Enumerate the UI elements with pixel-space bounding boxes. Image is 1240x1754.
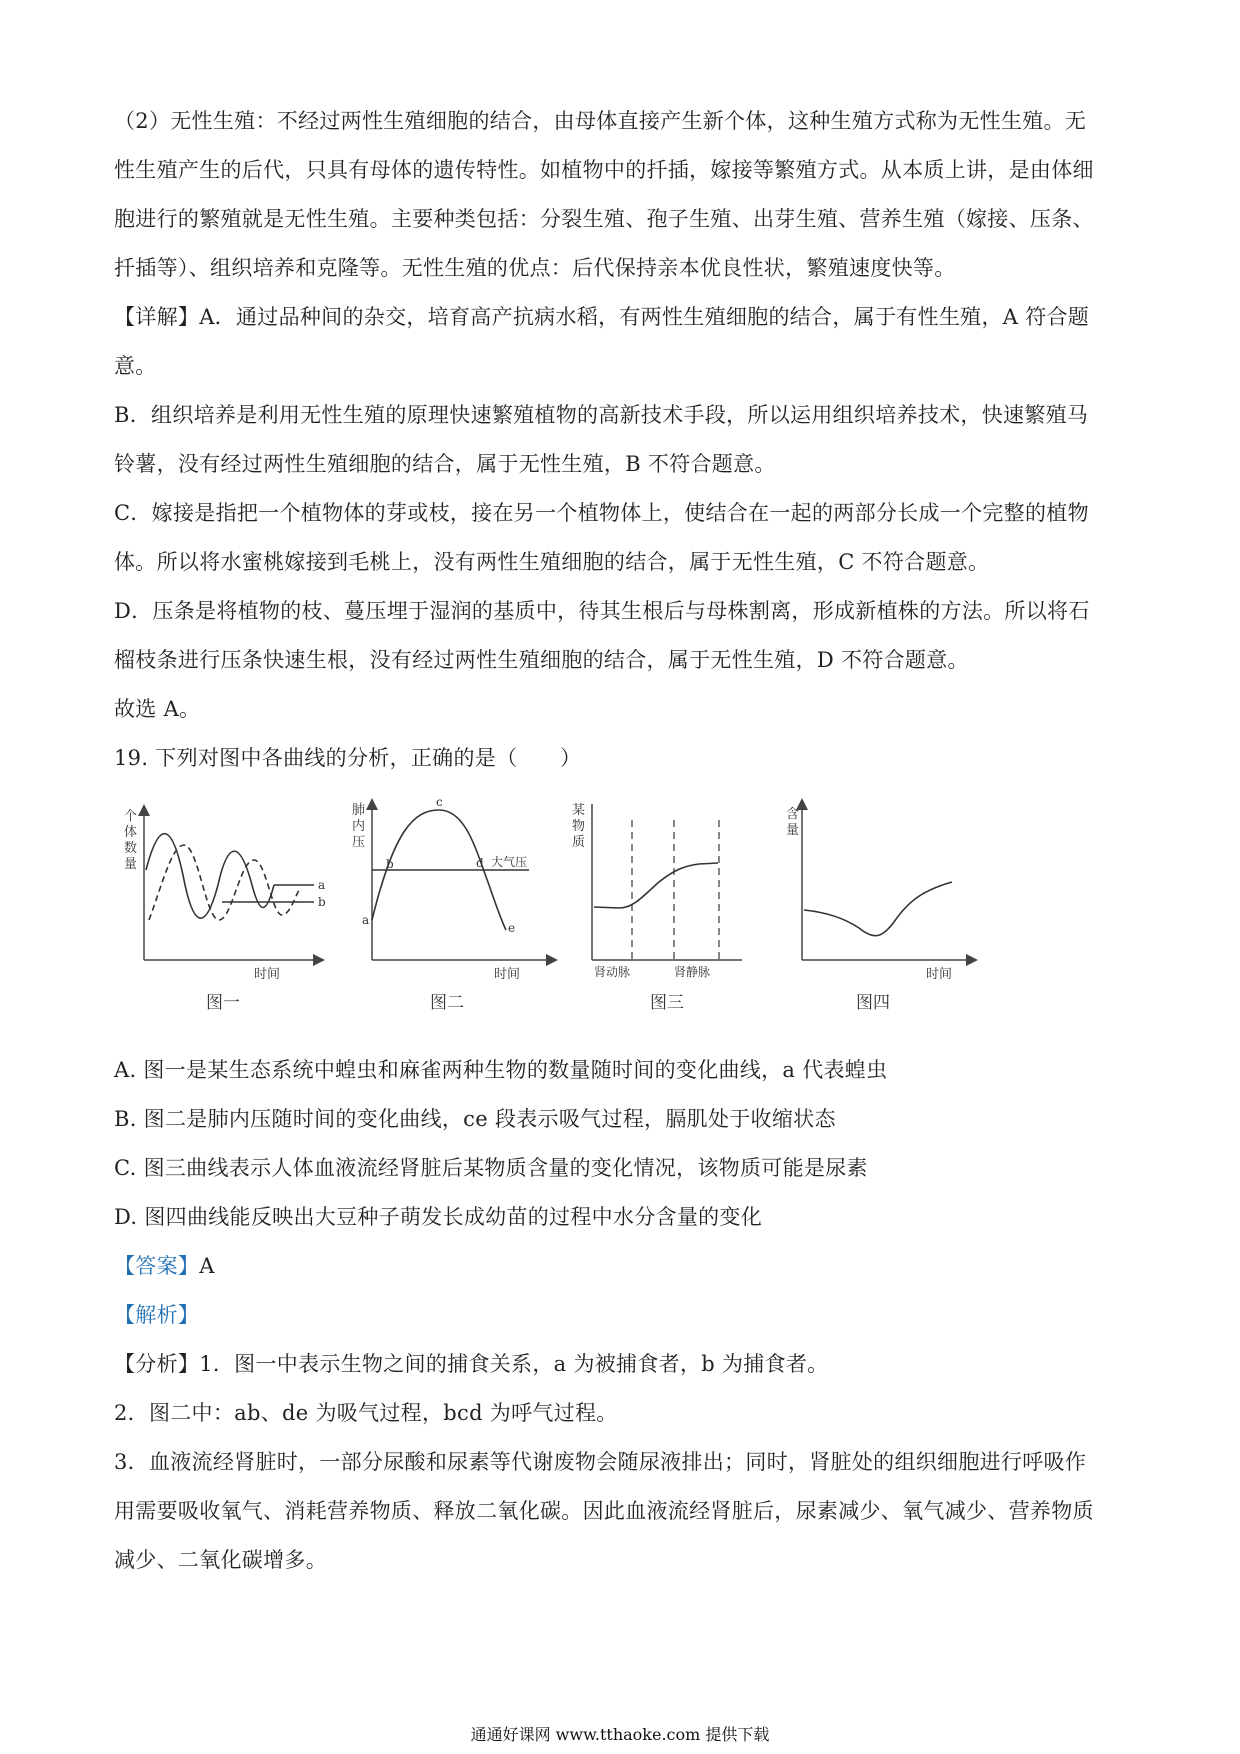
paragraph-line: 【详解】A．通过品种间的杂交，培育高产抗病水稻，有两性生殖细胞的结合，属于有性生殖，A 符合题 <box>114 305 1090 329</box>
fig2-xlabel: 时间 <box>494 967 521 982</box>
paragraph-line: 胞进行的繁殖就是无性生殖。主要种类包括：分裂生殖、孢子生殖、出芽生殖、营养生殖（嫁接、压条、 <box>114 207 1094 231</box>
analysis-line: 3．血液流经肾脏时，一部分尿酸和尿素等代谢废物会随尿液排出；同时，肾脏处的组织细胞进行呼吸作 <box>114 1450 1087 1474</box>
fig2-ylabel-3: 压 <box>352 835 366 850</box>
paragraph-line: 故选 A。 <box>114 697 201 721</box>
fig1-caption: 图一 <box>206 993 240 1013</box>
paragraph-line: 榴枝条进行压条快速生根，没有经过两性生殖细胞的结合，属于无性生殖，D 不符合题意。 <box>114 648 969 672</box>
analysis-line: 【分析】1．图一中表示生物之间的捕食关系，a 为被捕食者，b 为捕食者。 <box>114 1352 829 1376</box>
fig2-label-c: c <box>436 795 443 809</box>
fig2-ylabel-2: 内 <box>352 819 366 834</box>
fig1-ylabel-4: 量 <box>124 857 138 872</box>
fig2-label-d: d <box>476 856 484 870</box>
question-19-stem: 19. 下列对图中各曲线的分析，正确的是（ ） <box>114 746 582 770</box>
fig2-label-e: e <box>508 921 516 935</box>
paragraph-line: 意。 <box>114 354 157 378</box>
option-c: C. 图三曲线表示人体血液流经肾脏后某物质含量的变化情况，该物质可能是尿素 <box>114 1156 868 1180</box>
analysis-tag: 【解析】 <box>114 1303 200 1327</box>
fig3-caption: 图三 <box>650 993 684 1013</box>
fig2-label-b: b <box>386 857 394 871</box>
figure-2 <box>352 795 552 1013</box>
fig3-ylabel-1: 某 <box>572 803 586 818</box>
question-figures <box>114 790 994 1020</box>
analysis-line: 减少、二氧化碳增多。 <box>114 1548 327 1572</box>
answer-line <box>114 1242 1134 1291</box>
analysis-line: 2．图二中：ab、de 为吸气过程，bcd 为呼气过程。 <box>114 1401 618 1425</box>
figure-4 <box>786 804 972 1013</box>
fig1-ylabel-3: 数 <box>124 841 138 856</box>
paragraph-line: 铃薯，没有经过两性生殖细胞的结合，属于无性生殖，B 不符合题意。 <box>114 452 776 476</box>
answer-value: A <box>199 1254 215 1278</box>
fig1-label-b: b <box>318 895 326 909</box>
fig3-xlabel-right: 肾静脉 <box>674 965 711 979</box>
paragraph-line: 性生殖产生的后代，只具有母体的遗传特性。如植物中的扦插，嫁接等繁殖方式。从本质上讲，是由体细 <box>114 158 1094 182</box>
option-a: A. 图一是某生态系统中蝗虫和麻雀两种生物的数量随时间的变化曲线，a 代表蝗虫 <box>114 1058 888 1082</box>
paragraph-line: 体。所以将水蜜桃嫁接到毛桃上，没有两性生殖细胞的结合，属于无性生殖，C 不符合题意。 <box>114 550 990 574</box>
figures-svg <box>114 790 994 1020</box>
analysis-line: 用需要吸收氧气、消耗营养物质、释放二氧化碳。因此血液流经肾脏后，尿素减少、氧气减少、营养物质 <box>114 1499 1094 1523</box>
fig4-ylabel-2: 量 <box>786 823 800 838</box>
fig3-curve <box>594 863 718 908</box>
fig1-ylabel-1: 个 <box>124 809 138 824</box>
fig4-curve <box>804 882 952 936</box>
fig2-caption: 图二 <box>430 993 464 1013</box>
fig4-caption: 图四 <box>856 993 890 1013</box>
fig2-ylabel-1: 肺 <box>352 803 366 818</box>
answer-tag: 【答案】 <box>114 1254 200 1278</box>
figure-1 <box>124 809 326 1013</box>
fig1-curve-a <box>146 834 274 918</box>
option-b: B. 图二是肺内压随时间的变化曲线，ce 段表示吸气过程，膈肌处于收缩状态 <box>114 1107 836 1131</box>
fig1-curve-b <box>149 845 299 920</box>
paragraph-line: 扦插等）、组织培养和克隆等。无性生殖的优点：后代保持亲本优良性状，繁殖速度快等。 <box>114 256 956 280</box>
fig1-xlabel: 时间 <box>254 967 281 982</box>
fig4-ylabel-1: 含 <box>786 807 800 822</box>
paragraph-line: B．组织培养是利用无性生殖的原理快速繁殖植物的高新技术手段，所以运用组织培养技术，快速繁殖马 <box>114 403 1089 427</box>
paragraph-line: C．嫁接是指把一个植物体的芽或枝，接在另一个植物体上，使结合在一起的两部分长成一个完整的植物 <box>114 501 1089 525</box>
page-footer: 通通好课网 www.tthaoke.com 提供下载 <box>470 1725 770 1744</box>
paragraph-line: D．压条是将植物的枝、蔓压埋于湿润的基质中，待其生根后与母株割离，形成新植株的方法。所以将石 <box>114 599 1090 623</box>
fig1-label-a: a <box>318 878 326 892</box>
option-d: D. 图四曲线能反映出大豆种子萌发长成幼苗的过程中水分含量的变化 <box>114 1205 763 1229</box>
figure-3 <box>572 803 742 1013</box>
paragraph-line: （2）无性生殖：不经过两性生殖细胞的结合，由母体直接产生新个体，这种生殖方式称为无性生殖。无 <box>114 109 1087 133</box>
fig3-ylabel-2: 物 <box>572 819 586 834</box>
fig2-atm-label: 大气压 <box>491 855 528 869</box>
fig3-ylabel-3: 质 <box>572 835 586 850</box>
fig1-ylabel-2: 体 <box>124 825 138 840</box>
fig2-label-a: a <box>362 913 370 927</box>
fig3-xlabel-left: 肾动脉 <box>594 965 631 979</box>
fig4-xlabel: 时间 <box>926 967 953 982</box>
